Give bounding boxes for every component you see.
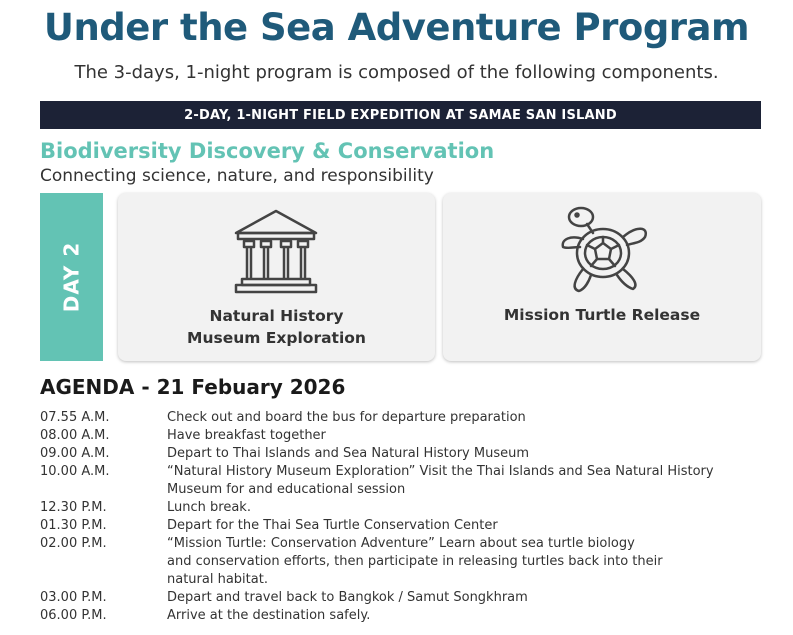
agenda-description-line: “Mission Turtle: Conservation Adventure” Learn about sea turtle biology xyxy=(167,536,635,551)
agenda-time: 07.55 A.M. xyxy=(40,410,110,425)
agenda-item xyxy=(40,499,761,517)
section-title: Biodiversity Discovery & Conservation xyxy=(40,139,495,163)
agenda-time: 09.00 A.M. xyxy=(40,446,110,461)
museum-icon xyxy=(230,207,322,297)
agenda-description xyxy=(167,445,761,463)
agenda-item xyxy=(40,409,761,427)
agenda-description-line: Arrive at the destination safely. xyxy=(167,608,371,623)
day-tab xyxy=(40,193,103,361)
agenda-item xyxy=(40,589,761,607)
card-label-turtle: Mission Turtle Release xyxy=(503,306,701,324)
agenda-description-line: “Natural History Museum Exploration” Visit the Thai Islands and Sea Natural History xyxy=(167,464,714,479)
agenda-item xyxy=(40,445,761,463)
agenda-description xyxy=(167,535,761,589)
agenda-description xyxy=(167,517,761,535)
agenda-description-line: and conservation efforts, then participate in releasing turtles back into their xyxy=(167,554,663,569)
agenda-description xyxy=(167,409,761,427)
page-subtitle: The 3-days, 1-night program is composed of the following components. xyxy=(74,62,719,83)
agenda-description-line: Depart and travel back to Bangkok / Samut Songkhram xyxy=(167,590,528,605)
agenda-description xyxy=(167,427,761,445)
agenda-description xyxy=(167,607,761,625)
activity-card-museum xyxy=(118,193,435,361)
agenda-list xyxy=(40,409,761,625)
section-subtitle: Connecting science, nature, and responsibility xyxy=(40,166,434,186)
agenda-item xyxy=(40,517,761,535)
agenda-description-line: Museum for and educational session xyxy=(167,482,406,497)
agenda-item xyxy=(40,535,761,589)
agenda-description-line: natural habitat. xyxy=(167,572,268,587)
agenda-time: 08.00 A.M. xyxy=(40,428,110,443)
day-label: DAY 2 xyxy=(59,241,84,313)
agenda-description-line: Depart to Thai Islands and Sea Natural History Museum xyxy=(167,446,529,461)
card-label-museum: Natural History Museum Exploration xyxy=(187,307,366,347)
agenda-description-line: Have breakfast together xyxy=(167,428,326,443)
agenda-description-line: Lunch break. xyxy=(167,500,251,515)
agenda-item xyxy=(40,607,761,625)
expedition-banner: 2-DAY, 1-NIGHT FIELD EXPEDITION AT SAMAE SAN ISLAND xyxy=(40,101,761,129)
agenda-time: 02.00 P.M. xyxy=(40,536,107,551)
agenda-time: 01.30 P.M. xyxy=(40,518,107,533)
page-title: Under the Sea Adventure Program xyxy=(43,6,750,49)
agenda-description-line: Depart for the Thai Sea Turtle Conservation Center xyxy=(167,518,498,533)
agenda-time: 06.00 P.M. xyxy=(40,608,107,623)
agenda-item xyxy=(40,427,761,445)
agenda-time: 03.00 P.M. xyxy=(40,590,107,605)
agenda-description xyxy=(167,589,761,607)
activity-card-turtle xyxy=(443,193,761,361)
agenda-description xyxy=(167,499,761,517)
agenda-time: 10.00 A.M. xyxy=(40,464,110,479)
agenda-description-line: Check out and board the bus for departure preparation xyxy=(167,410,526,425)
turtle-icon xyxy=(553,203,653,295)
agenda-item xyxy=(40,463,761,499)
agenda-title: AGENDA - 21 Febuary 2026 xyxy=(40,375,346,399)
agenda-time: 12.30 P.M. xyxy=(40,500,107,515)
agenda-description xyxy=(167,463,761,499)
